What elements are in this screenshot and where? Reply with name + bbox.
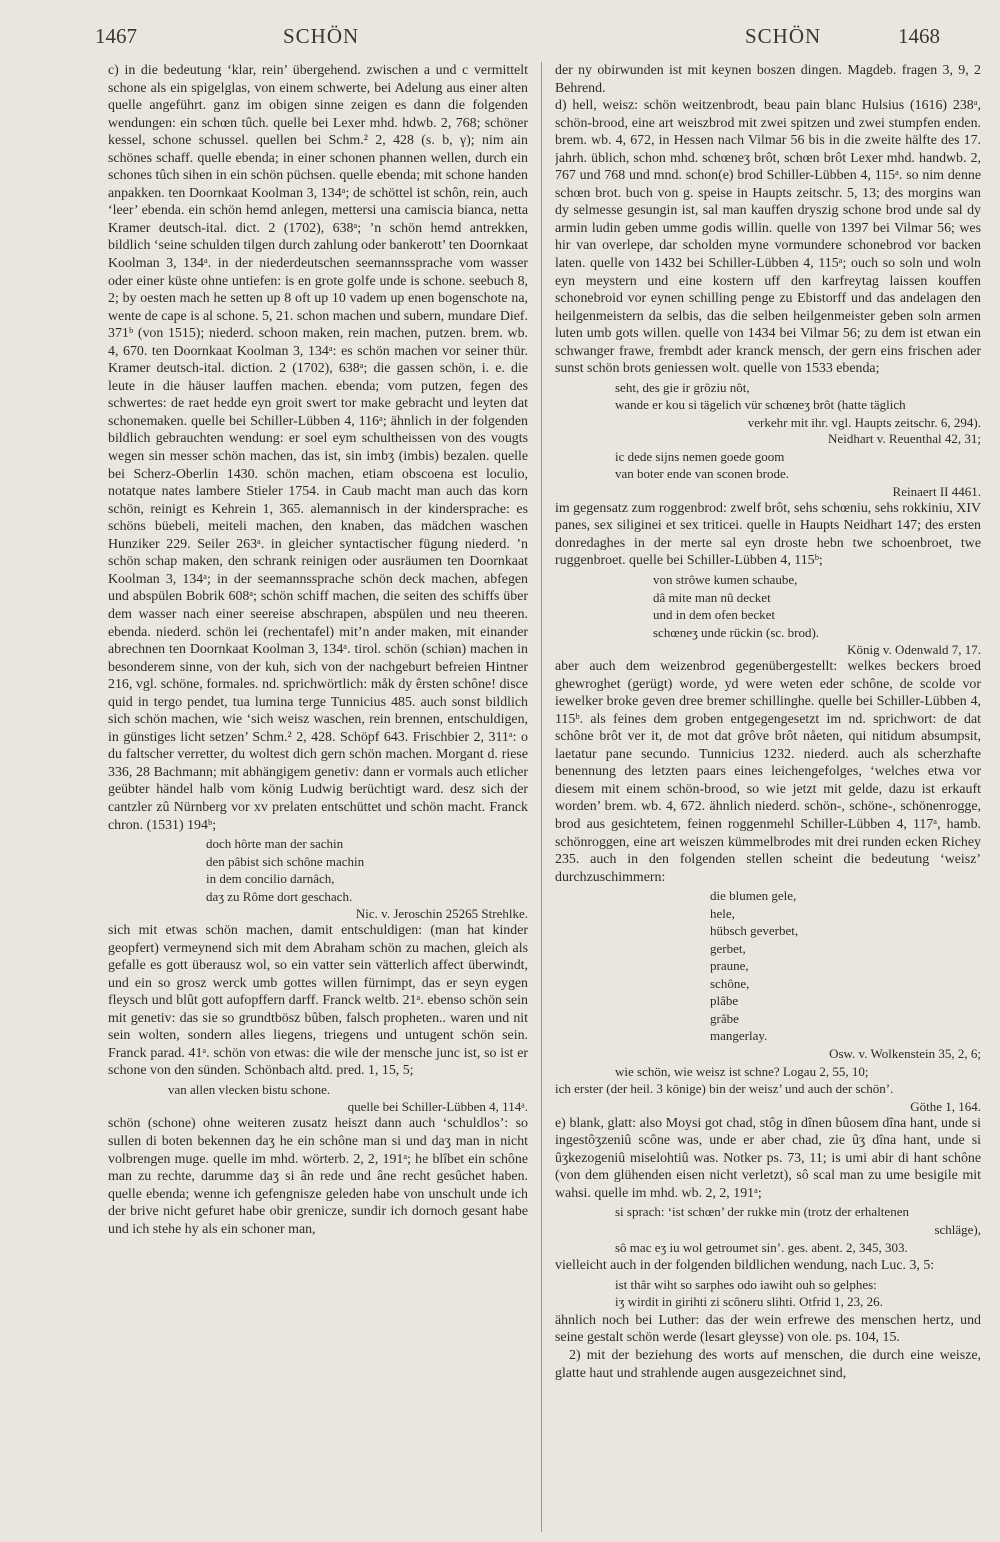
verse-line: si sprach: ‘ist schœn’ der rukke min (trotz der erhaltenen (615, 1204, 909, 1220)
verse-line: ich erster (der heil. 3 könige) bin der weisz’ und auch der schön’. (555, 1081, 894, 1097)
verse-line: dâ mite man nû decket (653, 589, 771, 605)
verse-line: schœneʒ unde rückin (sc. brod). (653, 624, 820, 640)
verse-line: plâbe (710, 993, 739, 1009)
verse-line: hele, (710, 905, 735, 921)
right-headword: SCHÖN (745, 24, 822, 48)
verse-line: mangerlay. (710, 1028, 768, 1044)
verse-line: wie schön, wie weisz ist schne? Logau 2, 55, 10; (615, 1063, 869, 1079)
column-divider (541, 62, 542, 1532)
verse-line: van boter ende van sconen brode. (615, 466, 789, 482)
right-page-number: 1468 (898, 24, 940, 48)
verse-note: schläge), (934, 1221, 981, 1237)
verse-source: König v. Odenwald 7, 17. (847, 642, 981, 658)
verse-source: Osw. v. Wolkenstein 35, 2, 6; (829, 1045, 981, 1061)
verse-line: hübsch geverbet, (710, 923, 799, 939)
verse-source: Nic. v. Jeroschin 25265 Strehlke. (355, 906, 528, 922)
verse-line: wande er kou si tägelich vür schœneʒ brôt (hatte täglich (615, 397, 906, 413)
verse-line: doch hôrte man der sachin (206, 836, 344, 852)
entry-paragraph: im gegensatz zum roggenbrod: zwelf brôt, sehs schœniu, sehs rokkiniu, XIV panes, sex siliginei et sex triticei. quelle in Haupts Neidhart 147; des ersten donredaghes in der merte sal eyn droste hebn twe schoenbroet, twe ruggenbroet. quelle bei Schiller-Lübben 4, 115ᵇ; (555, 500, 981, 569)
right-column (555, 62, 981, 1532)
verse-source: Reinaert II 4461. (892, 483, 981, 499)
verse-source: Göthe 1, 164. (910, 1098, 981, 1114)
verse-line: praune, (710, 958, 749, 974)
verse-line: van allen vlecken bistu schone. (168, 1081, 331, 1097)
entry-paragraph: aber auch dem weizenbrod gegenübergestellt: welkes beckers broed ghewroghet (gerügt) worde, yd were weten eder schône, de scolde vor iewelker broke geven dree bremer schillinghe. quelle bei Schiller-Lübben 4, 115ᵇ. als feines dem groben entgegengesetzt im nd. sprichwort: de dat schône brôt ver it, de mot dat grôve brôt nåeten, qui nitidum absumpsit, laetatur pane secundo. Tunnicius 1232. niederd. auch als scherzhafte benennung des letzten paars eines leichengefolges, ‘welches etwa vor diesem mit einem schön-brood, so wie jetzt mit gelde, dazu ist erkauft worden’ brem. wb. 4, 672. ähnlich niederd. schön-, schöne-, schönenrogge, brod aus gesichtetem, feinen roggenmehl Schiller-Lübben 4, 117ᵃ, hamb. schönroggen, eine art weiszen kümmelbrodes mit drei runden ecken Richey 235. auch in den folgenden stellen scheint die bedeutung ‘weisz’ durchzuschimmern: (555, 659, 981, 885)
left-page-number: 1467 (95, 24, 137, 48)
verse-line: und in dem ofen becket (653, 607, 776, 623)
verse-source: quelle bei Schiller-Lübben 4, 114ᵃ. (347, 1099, 528, 1115)
verse-line: sô mac eʒ iu wol getroumet sin’. ges. abent. 2, 345, 303. (615, 1239, 908, 1255)
verse-line: schône, (710, 975, 750, 991)
entry-paragraph: vielleicht auch in der folgenden bildlichen wendung, nach Luc. 3, 5: (555, 1258, 935, 1274)
entry-paragraph: d) hell, weisz: schön weitzenbrodt, beau pain blanc Hulsius (1616) 238ᵃ, schön-brood, eine art weiszbrod mit zwei spitzen und zwei stumpfen enden. brem. wb. 4, 672, in Hessen nach Vilmar 56 bis in die zweite hälfte des 17. jahrh. üblich, schon mhd. schœneʒ brôt, schœn brôt Lexer mhd. handwb. 2, 767 und 768 und mnd. schon(e) brod Schiller-Lübben 4, 115ᵃ. so nim denne schœn brot. buch von g. speise in Haupts zeitschr. 5, 13; des morgins wan dy selmesse gesungin ist, sal man kauffen dryszig schone brod unde sal dy armin ludin geben umme godis willin. quelle von 1397 bei Vilmar 56; wes hir van overlepe, dar scholden myne vormundere schonebrod vor backen laten. quelle von 1432 bei Schiller-Lübben 4, 115ᵃ; ouch so soln und woln eyn meystern und eine kostern uff den karfreytag laissen kouffen schonebroid vor eynen schilling penge zu Ebistorff und das andelagen den heilgenmeistern da selbis, das die selben heilgenmeister geben soln armen luten umb gots willen. quelle von 1434 bei Vilmar 56; zu dem ist etwan ein schwanger frawe, frembdt ader kranck mensch, der gern eins frischen ader sunst schön brots geniessen wolt. quelle von 1533 ebenda; (555, 98, 981, 377)
verse-line: den pâbist sich schône machin (206, 853, 365, 869)
verse-line: daʒ zu Rôme dort geschach. (206, 888, 353, 904)
entry-paragraph: ähnlich noch bei Luther: das der wein erfrewe des menschen hertz, und seine gestalt schön werde (lesart gleysse) von ole. ps. 104, 15. (555, 1312, 981, 1346)
verse-line: die blumen gele, (710, 888, 797, 904)
verse-note: verkehr mit ihr. vgl. Haupts zeitschr. 6, 294). (747, 414, 981, 430)
entry-paragraph: e) blank, glatt: also Moysi got chad, stôg in dînen bûosem dîna hant, unde si ingestôʒzeniû scône was, unde er aber chad, zie ûʒ dîna hant, unde si ûʒkezogeniû miselohtiû was. Notker ps. 73, 11; is umi abir di hant schône (von dem glühenden eisen nicht verletzt), sô scal man zu ume besigile mit wahsi. quelle im mhd. wb. 2, 2, 191ᵃ; (555, 1115, 981, 1201)
left-headword: SCHÖN (283, 24, 360, 48)
verse-line: von strôwe kumen schaube, (653, 572, 798, 588)
left-column (108, 62, 528, 1532)
verse-line: gerbet, (710, 940, 746, 956)
verse-line: ic dede sijns nemen goede goom (615, 448, 785, 464)
entry-paragraph: sich mit etwas schön machen, damit entschuldigen: (man hat kinder geopfert) vermeynend sich mit dem Abraham schön zu machen, gleich als gefalle es gott überausz wol, so ein vatter sein vätterlich affect überwindt, und ein so grosz werck umb gottes willen fürnimpt, das er seyn eygen fleysch und blût gott aufopffern darff. Franck weltb. 21ᵃ. ebenso schön sein mit genetiv: das sie so grundtbösz bûben, falsch propheten.. waren und nit sein wolten, sondern alles liegens, triegens und untugent schön sein. Franck parad. 41ᵃ. schön von etwas: die wile der mensche junc ist, so ist er schone von den sünden. Schönbach altd. pred. 1, 15, 5; (108, 923, 528, 1079)
entry-paragraph: 2) mit der beziehung des worts auf menschen, die durch eine weisze, glatte haut und strahlende augen ausgezeichnet sind, (555, 1348, 981, 1381)
verse-line: grâbe (710, 1010, 739, 1026)
entry-paragraph: der ny obirwunden ist mit keynen boszen dingen. Magdeb. fragen 3, 9, 2 Behrend. (555, 63, 981, 96)
verse-line: ist thâr wiht so sarphes odo iawiht ouh so gelphes: (615, 1276, 877, 1292)
entry-paragraph: schön (schone) ohne weiteren zusatz heiszt dann auch ‘schuldlos’: so sullen di boten bekennen daʒ he ein schône man si und daʒ man in nicht volbrengen muge. quelle im mhd. wörterb. 2, 2, 191ᵃ; he blîbet ein schône man zu rechte, darumme daʒ si ân rede und âne recht gesûchet haben. quelle ebenda; wenne ich gefengnisze geleden habe von unschult unde ich der brive nicht gefuret habe obir grenicze, sundir ich dornoch gesant habe und ich stehe hy als ein schoner man, (108, 1116, 528, 1237)
verse-line: iʒ wirdit in girihti zi scôneru slihti. Otfrid 1, 23, 26. (615, 1294, 883, 1310)
verse-source: Neidhart v. Reuenthal 42, 31; (828, 430, 981, 446)
verse-line: seht, des gie ir grôziu nôt, (615, 379, 750, 395)
entry-paragraph: c) in die bedeutung ‘klar, rein’ übergehend. zwischen a und c vermittelt schone als ein spigelglas, von einem schwerte, bei Adelung aus einer alten quelle angeführt. ganz im obigen sinne zeigen es dann die folgenden wendungen: ein schœn tûch. quelle bei Lexer mhd. hdwb. 2, 768; schöner kessel, schone schussel. quellen bei Schm.² 2, 428 (s. b, γ); nim ain schönes schaff. quelle ebenda; in einer schonen phannen wellen, durch ein schones tûch sihen in ein schön püchsen. quelle ebenda; mit schone handen anpakken. ten Doornkaat Koolman 3, 134ᵃ; de schöttel ist schôn, rein, auch ‘leer’ ebenda. ein schön hemd anlegen, mettersi una camiscia bianca, netta Kramer deutsch-ital. dict. 2 (1702), 638ᵃ; ’n schön hemd antrekken, bildlich ‘seine schulden tilgen durch zahlung oder bankerott’ ten Doornkaat Koolman 3, 134ᵃ. in der niederdeutschen seemannssprache vom wasser oder einer küste ohne untiefen: is en grote golfe unde is schone. seebuch 8, 2; by oesten mach he setten up 8 oft up 10 vadem up enen bogenschote na, wente de cape is al schone. 5, 21. schon machen und subern, mundare Dief. 371ᵇ (von 1515); niederd. schoon maken, rein machen, putzen. brem. wb. 4, 670. ten Doornkaat Koolman 3, 134ᵃ: es schön machen vor seiner thür. Kramer deutsch-ital. diction. 2 (1702), 638ᵃ; die gassen schön, i. e. die leute in die häuser lauffen machen. ebenda; vom putzen, fegen des schwertes: de raet hedde eyn groit swert tor make gebracht und leyten dat schonemaken. quelle bei Schiller-Lübben 4, 116ᵃ; ähnlich in der folgenden bildlich gebrauchten wendung: er soel eym schultheissen von des vougts wegen sin messer schön machen, das ist, sin imbʒ (imbis) bezalen. quelle bei Scherz-Oberlin 1430. schön machen, etiam obscoena est loculio, notatque nates lambere Stieler 1754. in Caub macht man auch das korn schön, reinigt es Kehrein 1, 365. alemannisch in der kindersprache: es schöns büebeli, meiteli machen, den knaben, das mädchen waschen Hunziker 229. Seiler 263ᵃ. in gleicher syntactischer fügung niederd. ’n schön schap maken, den schrank reinigen oder ausräumen ten Doornkaat Koolman 3, 134ᵃ; in der seemannssprache schön deck machen, abfegen und abspülen Bobrik 608ᵃ; schön schiff machen, die seiten des schiffs über dem wasser nach einer seereise abschrapen, abspülen und neu theeren. ebenda. niederd. schön lei (rechentafel) mit’n ander maken, mit einander abrechnen ten Doornkaat Koolman 3, 134ᵃ. tirol. schön (schiən) machen in besonderem sinne, von der kuh, sich von der nachgeburt befreien Hintner 216, vgl. schöne, formales. nd. sprichwörtlich: måk dy êrsten schône! disce quid in tergo pendet, tua lumina terge Tunnicius 485. auch sonst bildlich sich schön machen, wie ‘sich weisz waschen, rein brennen, entschuldigen, in günstiges licht setzen’ Schm.² 2, 428. Schöpf 643. Frischbier 2, 311ᵃ: o du faltscher verretter, du woltest dich gern schön machen. Morgant d. riese 336, 28 Bachmann; mit abhängigem genetiv: dann er vormals auch etlicher geübter händel halb vom könig Ludwig berüchtigt ward. desz sich der cantzler zû Nürnberg vor xv prelaten entschüttet und schön macht. Franck chron. (1531) 194ᵇ; (108, 63, 528, 833)
verse-line: in dem concilio darnâch, (206, 871, 335, 887)
